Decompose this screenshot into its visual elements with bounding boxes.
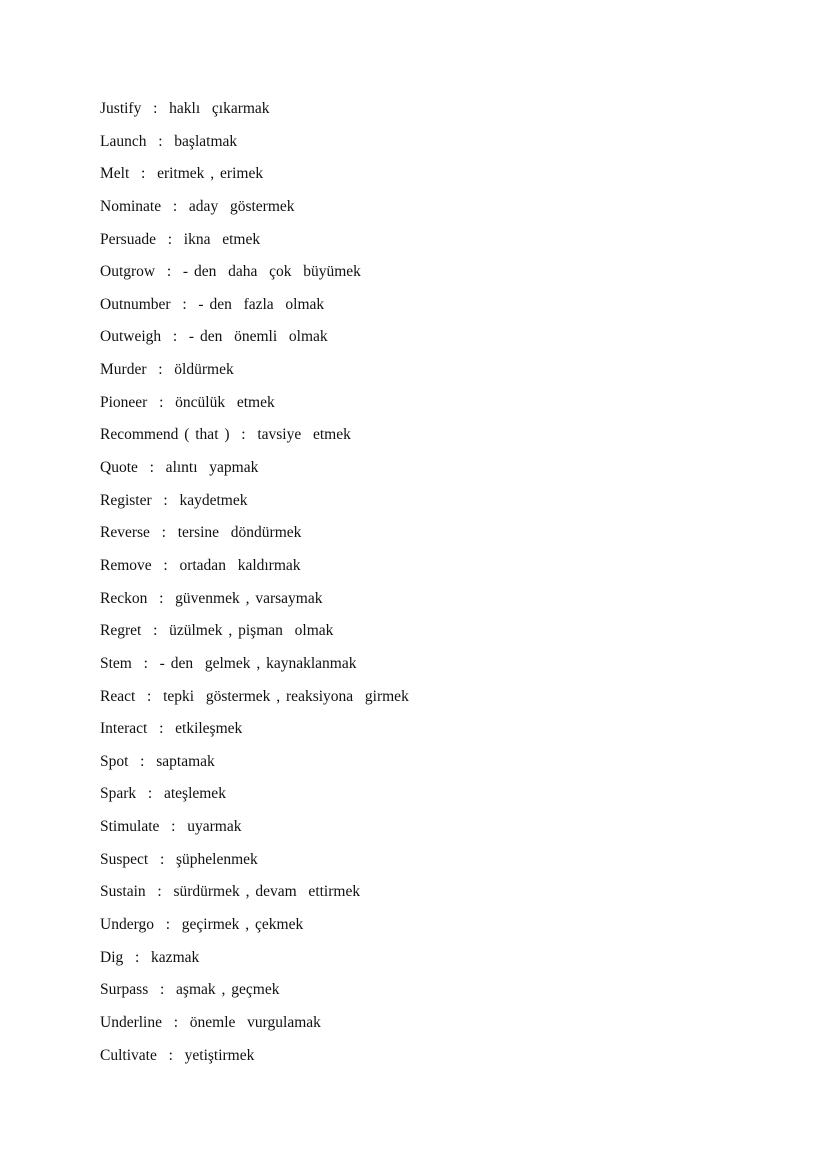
vocabulary-entry: Cultivate : yetiştirmek bbox=[100, 1046, 255, 1064]
vocabulary-entry: Underline : önemle vurgulamak bbox=[100, 1013, 321, 1031]
vocabulary-entry: Outweigh : - den önemli olmak bbox=[100, 328, 328, 346]
vocabulary-entry: Reckon : güvenmek , varsaymak bbox=[100, 589, 323, 607]
vocabulary-entry: Nominate : aday göstermek bbox=[100, 197, 295, 215]
vocabulary-entry: Stimulate : uyarmak bbox=[100, 818, 242, 836]
vocabulary-entry: Persuade : ikna etmek bbox=[100, 230, 261, 248]
vocabulary-list bbox=[100, 97, 409, 1076]
vocabulary-entry: Reverse : tersine döndürmek bbox=[100, 524, 302, 542]
vocabulary-entry: Undergo : geçirmek , çekmek bbox=[100, 916, 304, 934]
vocabulary-entry: Outnumber : - den fazla olmak bbox=[100, 295, 325, 313]
vocabulary-entry: Surpass : aşmak , geçmek bbox=[100, 981, 280, 999]
vocabulary-entry: Quote : alıntı yapmak bbox=[100, 459, 259, 477]
vocabulary-entry: Regret : üzülmek , pişman olmak bbox=[100, 622, 334, 640]
vocabulary-entry: Remove : ortadan kaldırmak bbox=[100, 556, 301, 574]
vocabulary-entry: Interact : etkileşmek bbox=[100, 720, 243, 738]
vocabulary-entry: Dig : kazmak bbox=[100, 948, 200, 966]
vocabulary-entry: Launch : başlatmak bbox=[100, 132, 238, 150]
vocabulary-entry: Spot : saptamak bbox=[100, 752, 215, 770]
vocabulary-entry: Outgrow : - den daha çok büyümek bbox=[100, 263, 361, 281]
vocabulary-entry: Justify : haklı çıkarmak bbox=[100, 100, 270, 117]
vocabulary-entry: Recommend ( that ) : tavsiye etmek bbox=[100, 426, 351, 444]
vocabulary-entry: Register : kaydetmek bbox=[100, 491, 248, 509]
vocabulary-entry: Pioneer : öncülük etmek bbox=[100, 393, 275, 411]
vocabulary-entry: Sustain : sürdürmek , devam ettirmek bbox=[100, 883, 361, 901]
vocabulary-entry: Melt : eritmek , erimek bbox=[100, 165, 264, 183]
vocabulary-entry: Stem : - den gelmek , kaynaklanmak bbox=[100, 654, 357, 672]
vocabulary-entry: Spark : ateşlemek bbox=[100, 785, 226, 803]
vocabulary-entry: Suspect : şüphelenmek bbox=[100, 850, 258, 868]
vocabulary-entry: Murder : öldürmek bbox=[100, 361, 234, 379]
vocabulary-entry: React : tepki göstermek , reaksiyona girmek bbox=[100, 687, 409, 705]
